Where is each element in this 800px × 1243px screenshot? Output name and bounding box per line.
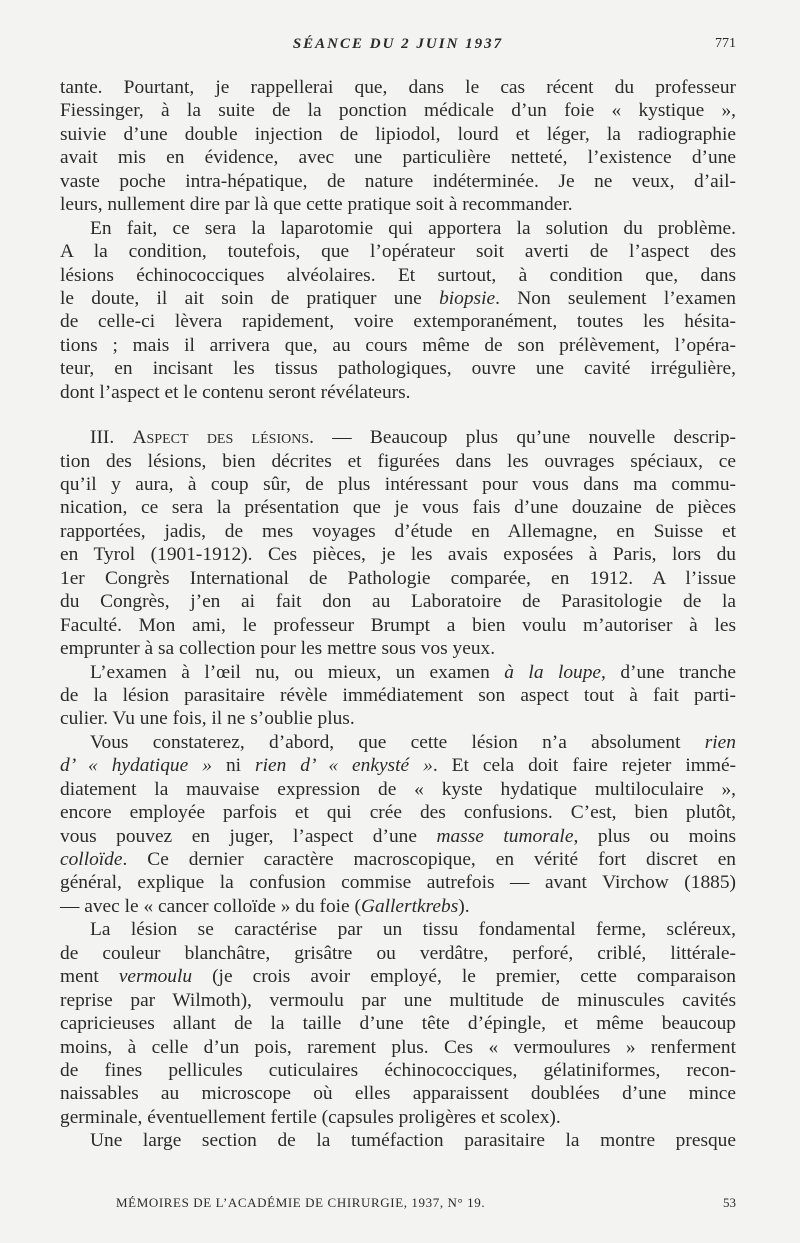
text-segment: , plus ou moins [573,825,737,847]
text-segment: rapportées, jadis, de mes voyages d’étude en Allemagne, en Suisse et [60,520,736,542]
text-segment: diatement la mauvaise expression de « kyste hydatique multiloculaire », [60,778,736,800]
text-segment: L’examen à l’œil nu, ou mieux, un examen [90,661,505,683]
text-line [60,707,736,730]
text-line [60,334,736,357]
text-segment: — avec le « cancer colloïde » du foie ( [60,895,361,917]
text-segment: tante. Pourtant, je rappellerai que, dans le cas récent du professeur [60,77,736,98]
italic-text: colloïde [60,849,123,870]
text-segment: avait mis en évidence, avec une particulière netteté, l’existence d’une [60,147,736,169]
text-segment: du Congrès, j’en ai fait don au Laboratoire de Parasitologie de la [60,591,736,613]
text-line [60,848,736,871]
italic-text: rien [704,731,736,753]
text-line [60,450,736,473]
text-segment: Vous constaterez, d’abord, que cette lésion n’a absolument [90,731,705,753]
text-segment: La lésion se caractérise par un tissu fondamental ferme, scléreux, [90,919,736,941]
footer-citation: MÉMOIRES DE L’ACADÉMIE DE CHIRURGIE, 1937, N° 19. [116,1195,486,1210]
footer-signature-number: 53 [723,1195,736,1210]
text-line [60,1059,736,1082]
text-segment: reprise par Wilmoth), vermoulu par une multitude de minuscules cavités [60,989,736,1011]
text-segment: . Ce dernier caractère macroscopique, en vérité fort discret en [122,849,736,870]
text-segment: En fait, ce sera la laparotomie qui apportera la solution du problème. [90,217,736,239]
text-line [60,965,736,988]
italic-text: à la loupe [504,661,602,683]
body-text [60,76,736,1153]
italic-text: rien d’ « enkysté » [255,755,433,777]
text-segment: ment [60,966,119,988]
text-line [60,146,736,169]
text-line [60,1036,736,1059]
text-line [60,825,736,848]
italic-text: masse tumorale [436,825,574,847]
text-line [60,99,736,122]
text-segment: nication, ce sera la présentation que je vous fais d’une douzaine de pièces [60,497,736,519]
text-line [60,264,736,287]
text-segment: Faculté. Mon ami, le professeur Brumpt a bien voulu m’autoriser à les [60,614,736,636]
text-segment: leurs, nullement dire par là que cette pratique soit à recommander. [60,194,573,216]
text-line [60,989,736,1012]
text-segment: germinale, éventuellement fertile (capsules proligères et scolex). [60,1106,561,1128]
text-segment: de la lésion parasitaire révèle immédiatement son aspect tout à fait parti- [60,684,736,706]
text-segment: Fiessinger, à la suite de la ponction médicale d’un foie « kystique », [60,100,736,122]
text-segment: général, explique la confusion commise autrefois — avant Virchow (1885) [60,872,736,894]
text-line [60,567,736,590]
footer [60,1195,736,1215]
text-segment: ). [458,895,470,917]
text-segment: de fines pellicules cuticulaires échinococciques, gélatiniformes, recon- [60,1059,736,1081]
text-line [60,918,736,941]
text-segment: suivie d’une double injection de lipiodol, lourd et léger, la radiographie [60,123,736,145]
text-line [60,240,736,263]
text-segment: capricieuses allant de la taille d’une tête d’épingle, et même beaucoup [60,1013,736,1035]
text-line [60,496,736,519]
text-segment: le doute, il ait soin de pratiquer une [60,287,440,309]
italic-text: Gallertkrebs [360,895,459,917]
text-line [60,801,736,824]
page-number: 771 [715,36,736,51]
text-line [60,543,736,566]
text-segment: Une large section de la tuméfaction parasitaire la montre presque [90,1130,736,1152]
text-segment: encore employée parfois et qui crée des confusions. C’est, bien plutôt, [60,802,736,824]
text-segment: vaste poche intra-hépatique, de nature indéterminée. Je ne veux, d’ail- [60,170,736,192]
text-line [60,473,736,496]
text-segment: A la condition, toutefois, que l’opérateur soit averti de l’aspect des [60,241,736,263]
text-line [60,193,736,216]
text-segment: en Tyrol (1901-1912). Ces pièces, je les avais exposées à Paris, lors du [60,544,736,566]
text-line [60,1129,736,1152]
text-segment: vous pouvez en juger, l’aspect d’une [60,825,437,847]
text-segment: (je crois avoir employé, le premier, cette comparaison [192,966,736,988]
text-line [60,1082,736,1105]
text-segment: , d’une tranche [601,661,736,683]
text-line [60,942,736,965]
text-line [60,287,736,310]
text-segment: qu’il y aura, à coup sûr, de plus intéressant pour vous dans ma commu- [60,474,736,495]
italic-text: d’ « hydatique » [60,755,212,777]
text-segment: III. [90,427,133,449]
text-line [60,895,736,918]
text-line [60,754,736,777]
text-segment: teur, en incisant les tissus pathologiques, ouvre une cavité irrégulière, [60,358,736,380]
italic-text: vermoulu [118,966,193,988]
text-line [60,520,736,543]
text-line [60,1106,736,1129]
text-line [60,731,736,754]
text-line [60,590,736,613]
small-caps-heading: Aspect des lésions [132,427,310,449]
text-segment: naissables au microscope où elles apparaissent doublées d’une mince [60,1083,736,1105]
text-line [60,170,736,193]
text-segment: . — Beaucoup plus qu’une nouvelle descrip- [309,427,736,449]
text-segment: . Et cela doit faire rejeter immé- [432,755,737,777]
text-line [60,637,736,660]
running-header [60,36,736,60]
text-line [60,217,736,240]
text-segment: tion des lésions, bien décrites et figurées dans les ouvrages spéciaux, ce [60,450,736,472]
text-line [60,661,736,684]
text-line [60,778,736,801]
header-title: SÉANCE DU 2 JUIN 1937 [292,36,504,52]
text-line [60,1012,736,1035]
text-segment: de celle-ci lèvera rapidement, voire extemporanément, toutes les hésita- [60,311,736,333]
text-segment: tions ; mais il arrivera que, au cours même de son prélèvement, l’opéra- [60,334,736,356]
text-line [60,123,736,146]
text-segment: ni [211,755,256,777]
text-line [60,684,736,707]
text-line [60,426,736,449]
text-segment: de couleur blanchâtre, grisâtre ou verdâtre, perforé, criblé, littérale- [60,942,736,964]
text-line [60,357,736,380]
text-segment: lésions échinococciques alvéolaires. Et surtout, à condition que, dans [60,264,736,286]
section-gap [60,404,736,426]
italic-text: biopsie [439,287,496,309]
text-segment: . Non seulement l’examen [495,287,736,309]
text-line [60,310,736,333]
text-segment: moins, à celle d’un pois, rarement plus. Ces « vermoulures » renferment [60,1036,736,1058]
text-line [60,871,736,894]
text-segment: emprunter à sa collection pour les mettre sous vos yeux. [60,638,496,660]
text-line [60,381,736,404]
text-segment: culier. Vu une fois, il ne s’oublie plus. [60,708,355,730]
text-segment: dont l’aspect et le contenu seront révélateurs. [60,381,411,403]
text-line [60,614,736,637]
text-segment: 1er Congrès International de Pathologie comparée, en 1912. A l’issue [60,567,736,589]
text-line [60,76,736,99]
